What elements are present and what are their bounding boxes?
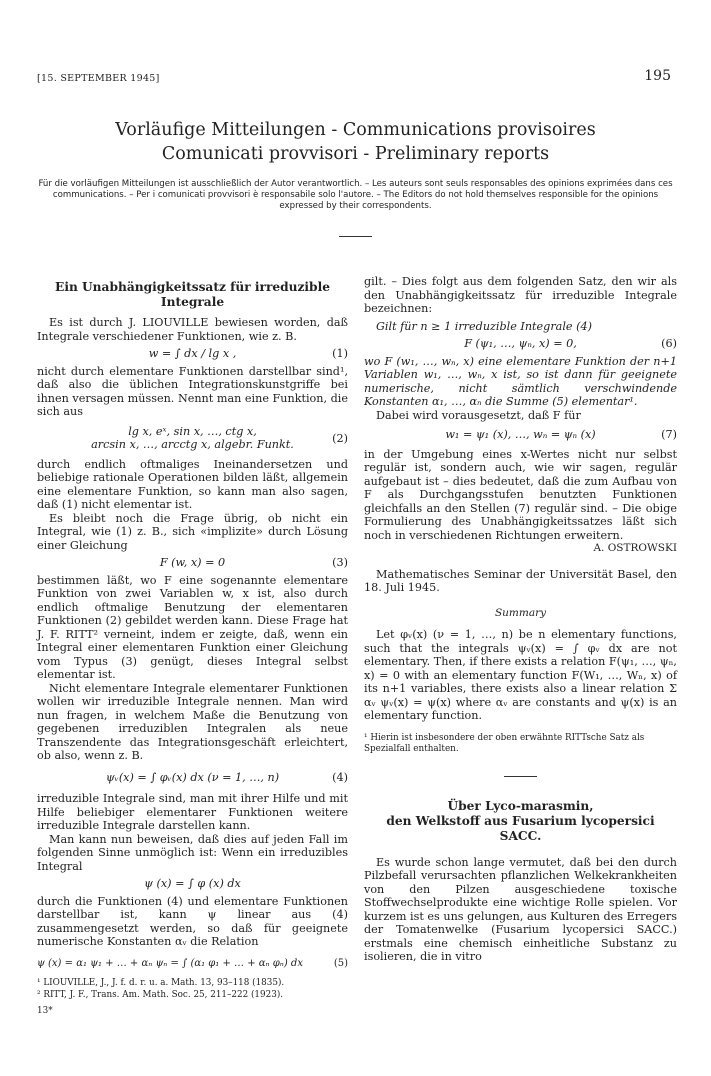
paragraph: nicht durch elementare Funktionen darstellbar sind¹, daß also die üblichen Integrationskunstgriffe bei ihnen versagen müssen. Nennt man eine Funktion, die sich aus [37, 364, 348, 418]
equation-2: lg x, eˣ, sin x, …, ctg x, arcsin x, …, arcctg x, algebr. Funkt. (2) [91, 424, 348, 451]
paragraph: in der Umgebung eines x-Wertes nicht nur selbst regulär ist, sondern auch, wie wir sagen, regulär aufgebaut ist – dies bedeutet, daß die zum Aufbau von F als Durchgangsstufen benutzten Funktionen gleichfalls an den Stellen (7) regulär sind. – Die obige Formulierung des Unabhängigkeitssatzes läßt sich noch in verschiedenen Richtungen erweitern. [364, 447, 677, 542]
equation-number: (5) [333, 957, 348, 969]
summary-text: Let φᵥ(x) (ν = 1, …, n) be n elementary functions, such that the integrals ψᵥ(x) = ∫ φᵥ dx are not elementary. Then, if there exists a relation F(ψ₁, …, ψₙ, x) = 0 with an elementary function F(W₁, …, Wₙ, x) of its n+1 variables, there exists also a linear relation Σ αᵥ ψᵥ(x) = ψ(x) where αᵥ are constants and ψ(x) is an elementary function. [364, 628, 677, 722]
equation-number: (6) [661, 337, 677, 350]
equation-6: F (ψ₁, …, ψₙ, x) = 0, (6) [464, 337, 677, 350]
footnote: ² RITT, J. F., Trans. Am. Math. Soc. 25, 211–222 (1923). [37, 989, 284, 1000]
article-heading: Ein Unabhängigkeitssatz für irreduzible Integrale [55, 280, 330, 309]
paragraph: Dabei wird vorausgesetzt, daß F für [376, 408, 581, 422]
paragraph: Man kann nun beweisen, daß dies auf jeden Fall im folgenden Sinne unmöglich ist: Wenn ein irreduzibles Integral [37, 832, 348, 873]
page-title-line1: Vorläufige Mitteilungen - Communications provisoires [115, 120, 596, 140]
equation-number: (1) [332, 347, 348, 360]
right-column [364, 275, 677, 964]
issue-date: [15. SEPTEMBER 1945] [37, 73, 160, 84]
equation-number: (2) [332, 431, 348, 445]
paragraph: gilt. – Dies folgt aus dem folgenden Satz, den wir als den Unabhängigkeitssatz für irreduzible Integrale bezeichnen: [364, 275, 677, 315]
page-title-line2: Comunicati provvisori - Preliminary reports [161, 144, 550, 164]
article-heading: den Welkstoff aus Fusarium lycopersici SACC. [386, 813, 655, 843]
editorial-note: Für die vorläufigen Mitteilungen ist ausschließlich der Autor verantwortlich. – Les auteurs sont seuls responsables des opinions exprimées dans ces communications. – Per i comunicati provvisori è responsabile solo l'autore. – The Editors do not hold themselves responsible for the opinions expressed by their correspondents. [38, 179, 673, 211]
paragraph: Es ist durch J. LIOUVILLE bewiesen worden, daß Integrale verschiedener Funktionen, wie z. B. [37, 316, 348, 343]
equation-1: w = ∫ dx / lg x , (1) [148, 347, 348, 360]
paragraph: Es bleibt noch die Frage übrig, ob nicht ein Integral, wie (1) z. B., sich «implizite» durch Lösung einer Gleichung [37, 511, 348, 552]
paragraph: durch die Funktionen (4) und elementare Funktionen darstellbar ist, kann ψ linear aus (4) zusammengesetzt werden, so daß für geeignete numerische Konstanten αᵥ die Relation [37, 894, 348, 948]
page-number: 195 [644, 68, 671, 84]
paragraph: bestimmen läßt, wo F eine sogenannte elementare Funktion von zwei Variablen w, x ist, also durch endlich oftmalige Benutzung der elementaren Funktionen (2) gebildet werden kann. Diese Frage hat J. F. RITT² verneint, indem er zeigte, daß, wenn ein Integral einer elementaren Funktion einer Gleichung vom Typus (3) genügt, dieses Integral selbst elementar ist. [37, 573, 348, 681]
paragraph: Es wurde schon lange vermutet, daß bei den durch Pilzbefall verursachten pflanzlichen Welkekrankheiten von den Pilzen ausgeschiedene toxische Stoffwechselprodukte eine wichtige Rolle spielen. Vor kurzem ist es uns gelungen, aus Kulturen des Erregers der Tomatenwelke (Fusarium lycopersici SACC.) erstmals eine chemisch einheitliche Substanz zu isolieren, die in vitro [364, 855, 677, 963]
equation-number: (7) [661, 428, 677, 441]
footnote: ¹ Hierin ist insbesondere der oben erwähnte RITTsche Satz als Spezialfall enthalten. [364, 732, 645, 754]
equation-psi: ψ (x) = ∫ φ (x) dx [144, 877, 241, 890]
section-divider [504, 776, 537, 777]
equation-number: (3) [332, 556, 348, 569]
summary-heading: Summary [494, 606, 547, 619]
footnote: ¹ LIOUVILLE, J., J. f. d. r. u. a. Math. 13, 93–118 (1835). [37, 978, 285, 988]
paragraph: Nicht elementare Integrale elementarer Funktionen wollen wir irreduzible Integrale nennen. Man wird nun fragen, in welchem Maße die Benutzung von gegebenen irreduziblen Integralen als neue Transzendente das Integrationsgeschäft erleichtert, ob also, wenn z. B. [37, 681, 348, 762]
author-name: A. OSTROWSKI [593, 542, 677, 554]
equation-3: F (w, x) = 0 (3) [159, 556, 348, 569]
equation-4: ψᵥ(x) = ∫ φᵥ(x) dx (ν = 1, …, n) (4) [105, 770, 348, 784]
paragraph: wo F (w₁, …, wₙ, x) eine elementare Funktion der n+1 Variablen w₁, …, wₙ, x ist, so ist dann für geeignete numerische, nicht sämtlich verschwindende Konstanten α₁, …, αₙ die Summe (5) elementar¹. [364, 354, 677, 408]
affiliation: Mathematisches Seminar der Universität Basel, den 18. Juli 1945. [364, 567, 677, 594]
theorem-statement: Gilt für n ≥ 1 irreduzible Integrale (4) [376, 319, 592, 333]
article-heading: Über Lyco-marasmin, [447, 798, 594, 813]
paragraph: durch endlich oftmaliges Ineinandersetzen und beliebige rationale Operationen bilden läßt, allgemein eine elementare Funktion, so kann man also sagen, daß (1) nicht elementar ist. [37, 457, 348, 511]
equation-7: w₁ = ψ₁ (x), …, wₙ = ψₙ (x) (7) [445, 428, 677, 441]
title-divider [339, 236, 372, 237]
equation-number: (4) [332, 770, 348, 784]
paragraph: irreduzible Integrale sind, man mit ihrer Hilfe und mit Hilfe beliebiger elementarer Funktionen weitere irreduzible Integrale darstellen kann. [37, 792, 348, 832]
left-column [37, 280, 348, 1018]
signature-mark: 13* [37, 1006, 53, 1016]
equation-5: ψ (x) = α₁ ψ₁ + … + αₙ ψₙ = ∫ (α₁ φ₁ + … + αₙ φₙ) dx (5) [37, 957, 348, 969]
